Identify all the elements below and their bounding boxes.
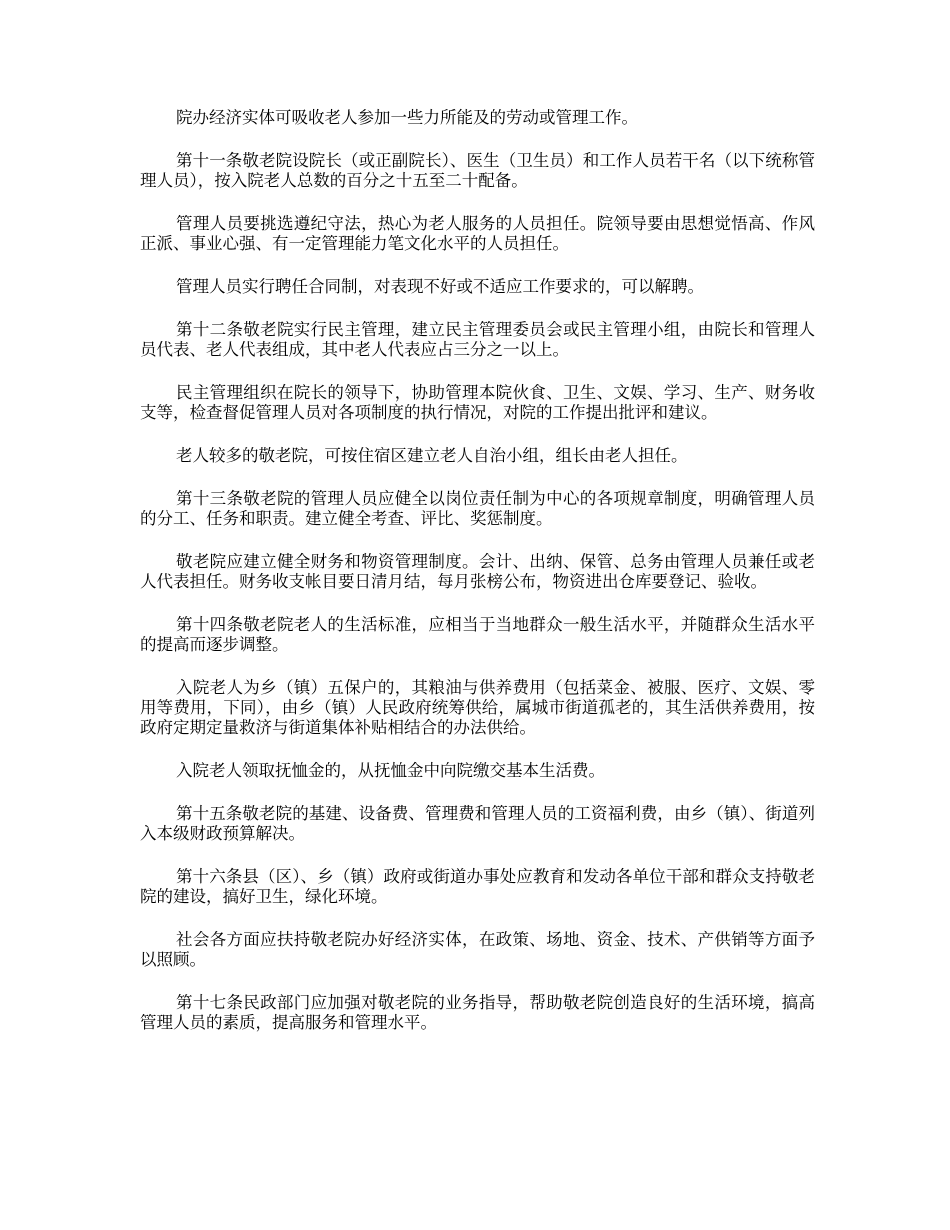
paragraph-article-15: 第十五条敬老院的基建、设备费、管理费和管理人员的工资福利费，由乡（镇）、街道列入本级财政预算解决。 — [140, 804, 815, 843]
paragraph-article-13: 第十三条敬老院的管理人员应健全以岗位责任制为中心的各项规章制度，明确管理人员的分工、任务和职责。建立健全考查、评比、奖惩制度。 — [140, 489, 815, 528]
paragraph-7: 老人较多的敬老院，可按住宿区建立老人自治小组，组长由老人担任。 — [176, 446, 688, 465]
paragraph-4: 管理人员实行聘任合同制，对表现不好或不适应工作要求的，可以解聘。 — [176, 277, 704, 296]
paragraph-article-12: 第十二条敬老院实行民主管理，建立民主管理委员会或民主管理小组，由院长和管理人员代表、老人代表组成，其中老人代表应占三分之一以上。 — [140, 320, 815, 359]
paragraph-11: 入院老人为乡（镇）五保户的，其粮油与供养费用（包括菜金、被服、医疗、文娱、零用等费用，下同），由乡（镇）人民政府统筹供给，属城市街道孤老的，其生活供养费用，按政府定期定量救济与街道集体补贴相结合的办法供给。 — [140, 678, 815, 737]
paragraph-article-17: 第十七条民政部门应加强对敬老院的业务指导，帮助敬老院创造良好的生活环境，搞高管理人员的素质，提高服务和管理水平。 — [140, 993, 815, 1032]
paragraph-article-14: 第十四条敬老院老人的生活标准，应相当于当地群众一般生活水平，并随群众生活水平的提高而逐步调整。 — [140, 615, 815, 654]
paragraph-6: 民主管理组织在院长的领导下，协助管理本院伙食、卫生、文娱、学习、生产、财务收支等，检查督促管理人员对各项制度的执行情况，对院的工作提出批评和建议。 — [140, 383, 815, 422]
paragraph-15: 社会各方面应扶持敬老院办好经济实体，在政策、场地、资金、技术、产供销等方面予以照顾。 — [140, 930, 815, 969]
paragraph-article-11: 第十一条敬老院设院长（或正副院长）、医生（卫生员）和工作人员若干名（以下统称管理人员），按入院老人总数的百分之十五至二十配备。 — [140, 151, 815, 190]
paragraph-article-16: 第十六条县（区）、乡（镇）政府或街道办事处应教育和发动各单位干部和群众支持敬老院的建设，搞好卫生，绿化环境。 — [140, 867, 815, 906]
paragraph-1: 院办经济实体可吸收老人参加一些力所能及的劳动或管理工作。 — [176, 108, 638, 127]
paragraph-9: 敬老院应建立健全财务和物资管理制度。会计、出纳、保管、总务由管理人员兼任或老人代表担任。财务收支帐目要日清月结，每月张榜公布，物资进出仓库要登记、验收。 — [140, 552, 815, 591]
paragraph-3: 管理人员要挑选遵纪守法，热心为老人服务的人员担任。院领导要由思想觉悟高、作风正派、事业心强、有一定管理能力笔文化水平的人员担任。 — [140, 214, 815, 253]
document-body — [140, 108, 815, 1056]
paragraph-12: 入院老人领取抚恤金的，从抚恤金中向院缴交基本生活费。 — [176, 761, 605, 780]
